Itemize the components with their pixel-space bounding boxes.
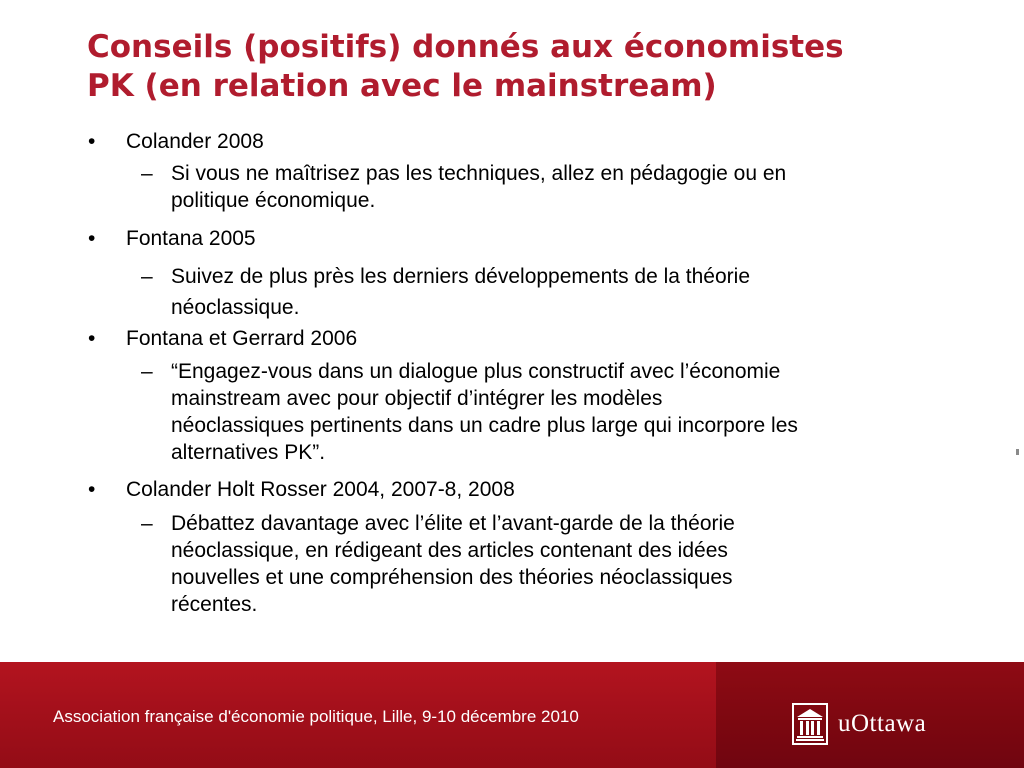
bullet-mark: • — [88, 130, 96, 153]
sub-item — [141, 261, 951, 323]
sub-line: néoclassique, en rédigeant des articles contenant des idées — [171, 539, 728, 562]
sub-item — [141, 510, 951, 618]
sub-line: récentes. — [171, 593, 258, 616]
uottawa-logo — [792, 702, 926, 746]
sub-line: alternatives PK”. — [171, 441, 326, 464]
sub-line: néoclassiques pertinents dans un cadre plus large qui incorpore les — [171, 414, 798, 437]
bullet-mark: • — [88, 327, 96, 350]
bullet-mark: • — [88, 227, 96, 250]
sub-item — [141, 160, 951, 214]
bullet-item — [88, 225, 256, 252]
bullet-label: Colander 2008 — [126, 130, 264, 153]
slide-title-line-2: PK (en relation avec le mainstream) — [87, 68, 717, 104]
sub-line: nouvelles et une compréhension des théories néoclassiques — [171, 566, 733, 589]
bullet-label: Colander Holt Rosser 2004, 2007-8, 2008 — [126, 478, 515, 501]
sub-line: mainstream avec pour objectif d’intégrer les modèles — [171, 387, 663, 410]
sub-item — [141, 358, 951, 466]
logo-wordmark: uOttawa — [838, 710, 927, 737]
decorative-mark — [1016, 449, 1019, 455]
slide-title-line-1: Conseils (positifs) donnés aux économistes — [87, 29, 844, 65]
dash-mark: – — [141, 162, 153, 185]
sub-line: Si vous ne maîtrisez pas les techniques, allez en pédagogie ou en — [171, 162, 787, 185]
sub-line: néoclassique. — [171, 296, 300, 319]
bullet-label: Fontana 2005 — [126, 227, 256, 250]
dash-mark: – — [141, 512, 153, 535]
dash-mark: – — [141, 265, 153, 288]
dash-mark: – — [141, 360, 153, 383]
bullet-item — [88, 128, 264, 155]
sub-line: Débattez davantage avec l’élite et l’avant-garde de la théorie — [171, 512, 735, 535]
sub-line: “Engagez-vous dans un dialogue plus constructif avec l’économie — [171, 360, 781, 383]
bullet-label: Fontana et Gerrard 2006 — [126, 327, 358, 350]
sub-line: Suivez de plus près les derniers développements de la théorie — [171, 265, 751, 288]
bullet-item — [88, 476, 515, 503]
sub-line: politique économique. — [171, 189, 376, 212]
bullet-item — [88, 325, 358, 352]
bullet-mark: • — [88, 478, 96, 501]
footer-text: Association française d'économie politique, Lille, 9-10 décembre 2010 — [53, 707, 579, 726]
university-building-icon — [792, 703, 828, 745]
